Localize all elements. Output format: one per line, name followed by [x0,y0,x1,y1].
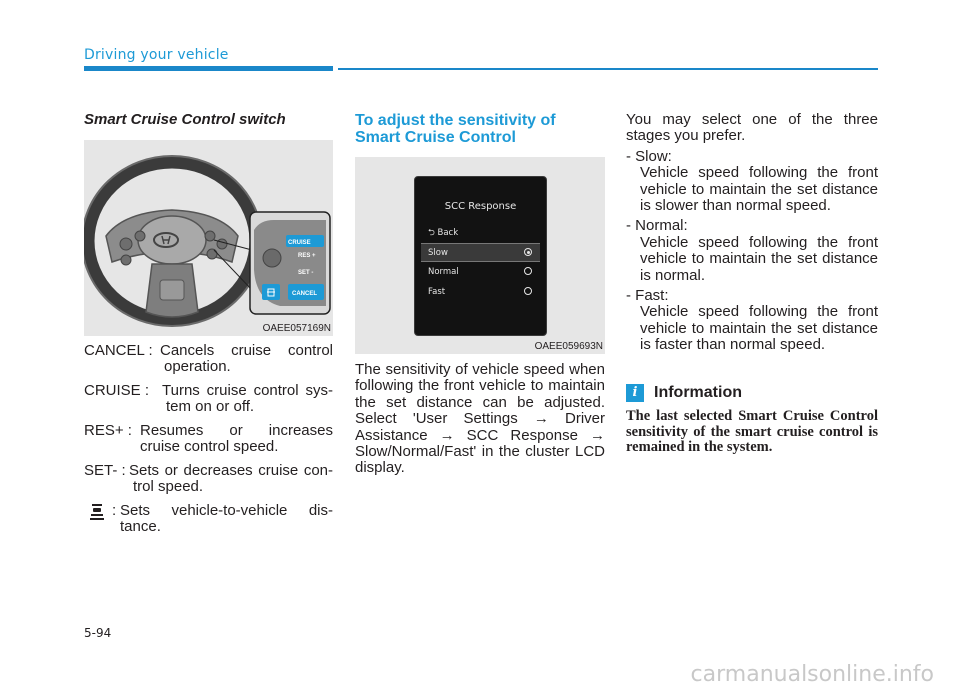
definition-term: RES+ : [84,422,132,439]
sensitivity-heading-line1: To adjust the sensitivity of [355,112,556,129]
switch-definitions [84,343,333,543]
figure-code: OAEE057169N [262,323,331,334]
definition-text: Sets or decreases cruise con- [129,462,333,479]
stage-description: Vehicle speed following the front vehicle to maintain the set distance is slower than normal speed. [640,164,878,215]
lcd-figure [355,157,605,354]
lcd-back-item [428,227,458,241]
definition-text-cont: tem on or off. [166,398,255,415]
stage-label: - Fast: [626,287,669,305]
definition-term: CANCEL : [84,342,153,359]
steering-wheel-figure [84,140,333,336]
set-label: SET - [298,270,314,276]
definition-distance [84,503,333,535]
res-label: RES + [298,253,316,259]
lcd-title: SCC Response [444,201,517,212]
lcd-option-normal [421,263,540,280]
definition-text: Turns cruise control sys- [162,382,333,399]
definition-text-cont: cruise control speed. [140,438,279,455]
definition-term: SET- : [84,462,126,479]
steering-wheel-illustration [84,140,333,336]
sensitivity-paragraph: The sensitivity of vehicle speed when following the front vehicle to maintain the set distance can be adjusted. Select 'User Settings → Driver Assistance → SCC Response → Slow/Normal/Fast' in the cluster LCD display. [355,361,605,477]
info-icon: i [626,384,644,402]
cancel-label: CANCEL [292,291,317,297]
definition-cruise [84,383,333,415]
sensitivity-heading-line2: Smart Cruise Control [355,129,516,146]
watermark: carmanualsonline.info [690,662,934,687]
definition-text: Resumes or increases [140,422,333,439]
radio-selected-icon [524,248,532,256]
definition-text-cont: trol speed. [133,478,204,495]
information-title: Information [654,384,742,401]
stages-column [626,112,878,354]
radio-icon [524,287,532,295]
lcd-back-label: Back [437,228,459,238]
lcd-option-label: Fast [428,287,446,297]
page-number: 5-94 [84,626,112,640]
definition-text-cont: operation. [164,358,231,375]
lcd-option-label: Normal [428,267,459,277]
definition-res [84,423,333,455]
information-body: The last selected Smart Cruise Control sensitivity of the smart cruise control is remained in the system. [626,408,878,455]
stage-label: - Slow: [626,147,672,165]
lcd-option-slow [421,243,540,262]
stage-fast [626,288,878,354]
definition-text: Sets vehicle-to-vehicle dis- [120,502,333,519]
stage-description: Vehicle speed following the front vehicle to maintain the set distance is normal. [640,233,878,284]
stage-normal [626,218,878,284]
figure-code: OAEE059693N [534,341,603,352]
lcd-option-fast [421,283,540,300]
stage-description: Vehicle speed following the front vehicle to maintain the set distance is faster than normal speed. [640,303,878,354]
stage-label: - Normal: [626,217,688,235]
definition-text-cont: tance. [120,518,161,535]
radio-icon [524,267,532,275]
section-title: Driving your vehicle [84,47,229,63]
definition-term: : [112,502,117,519]
lcd-display [414,176,547,336]
lcd-option-label: Slow [428,248,448,258]
header-rule-thin [338,68,878,70]
header-rule-thick [84,66,333,71]
stage-slow [626,149,878,215]
definition-term: CRUISE : [84,382,150,399]
sensitivity-heading [355,112,556,146]
definition-text: Cancels cruise control [160,342,333,359]
definition-cancel [84,343,333,375]
cruise-label: CRUISE [288,240,311,246]
distance-icon [90,503,104,525]
switch-heading: Smart Cruise Control switch [84,111,286,128]
definition-set [84,463,333,495]
stages-intro: You may select one of the three stages you prefer. [626,111,878,145]
back-arrow-icon: ⮌ [428,228,435,238]
